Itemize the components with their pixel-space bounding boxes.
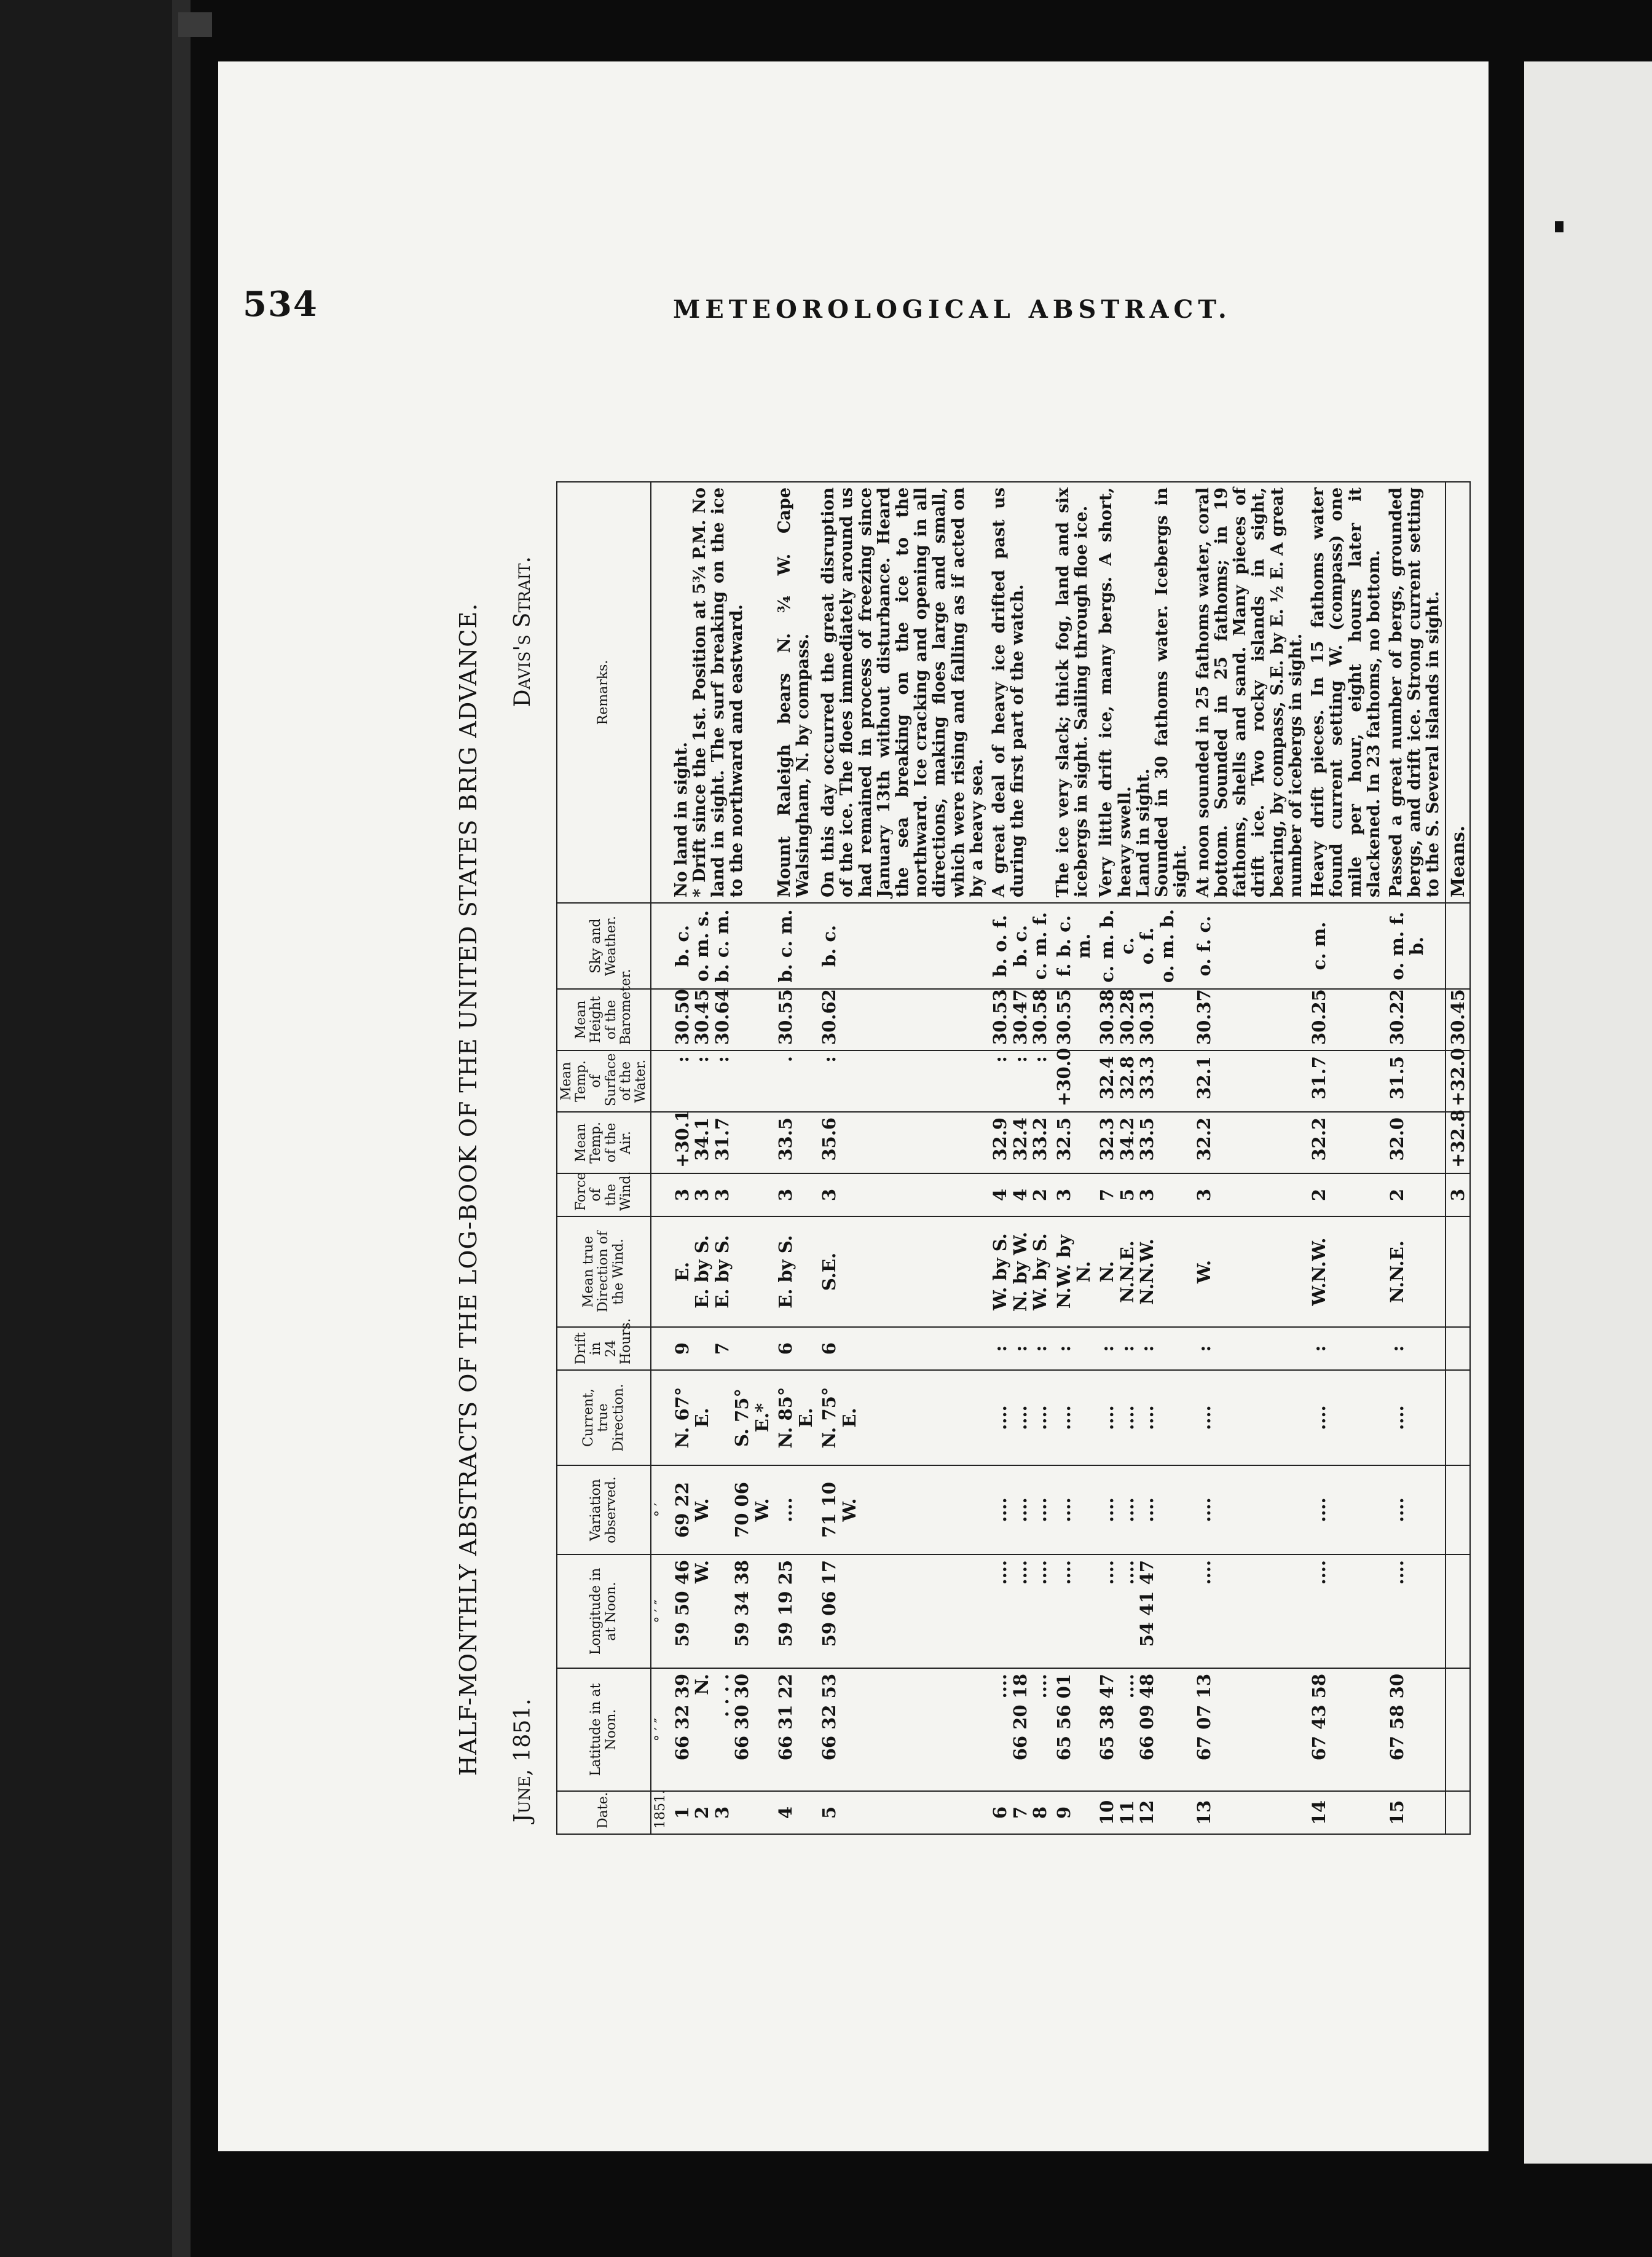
- latitude-cell: 65 56 01: [1052, 1668, 1096, 1791]
- latitude-cell: 67 07 13: [1192, 1668, 1307, 1791]
- sky-cell: o. f. c.: [1192, 903, 1307, 989]
- air-temp-cell: 32.3 34.2 33.5: [1095, 1112, 1192, 1173]
- remarks-cell: Mount Raleigh bears N. ¾ W. Cape Walsingham, N. by compass.: [774, 482, 817, 903]
- wind-force-cell: 3: [1192, 1173, 1307, 1216]
- drift-cell: :: [1385, 1327, 1446, 1370]
- units-row: [651, 482, 671, 1834]
- latitude-cell: 67 43 58: [1307, 1668, 1385, 1791]
- date-cell: 15: [1385, 1791, 1446, 1834]
- longitude-cell: ....: [1052, 1554, 1096, 1668]
- means-air-temp: +32.8: [1446, 1112, 1470, 1173]
- drift-cell: : : :: [1095, 1327, 1192, 1370]
- variation-cell: ....: [1385, 1465, 1446, 1554]
- table-row: [817, 482, 988, 1834]
- sky-cell: b. c. m.: [774, 903, 817, 989]
- remarks-cell: The ice very slack; thick fog, land and six icebergs in sight. Sailing through floe ice.: [1052, 482, 1096, 903]
- barometer-cell: 30.55: [774, 989, 817, 1050]
- longitude-cell: .... .... 54 41 47: [1095, 1554, 1192, 1668]
- barometer-cell: 30.22: [1385, 989, 1446, 1050]
- wind-force-cell: 3: [774, 1173, 817, 1216]
- current-cell: N. 67° E. S. 75° E.*: [671, 1370, 774, 1465]
- water-temp-cell: :: [817, 1050, 988, 1112]
- longitude-cell: ....: [1385, 1554, 1446, 1668]
- header-water-temp: Mean Temp. of Surface of the Water.: [557, 1050, 651, 1112]
- barometer-cell: 30.25: [1307, 989, 1385, 1050]
- air-temp-cell: 32.5: [1052, 1112, 1096, 1173]
- rotated-content: [455, 483, 1536, 1896]
- longitude-cell: 59 50 46 W. 59 34 38: [671, 1554, 774, 1668]
- date-cell: 6 7 8: [988, 1791, 1052, 1834]
- latitude-cell: 65 38 47 .... 66 09 48: [1095, 1668, 1192, 1791]
- means-water-temp: +32.0: [1446, 1050, 1470, 1112]
- wind-force-cell: 4 4 2: [988, 1173, 1052, 1216]
- latitude-cell: 66 32 39 N. . . . . 66 30 30: [671, 1668, 774, 1791]
- means-row: [1446, 482, 1470, 1834]
- drift-cell: 6: [774, 1327, 817, 1370]
- sky-cell: o. m. f. b.: [1385, 903, 1446, 989]
- variation-cell: ....: [774, 1465, 817, 1554]
- units-date: 1851.: [651, 1791, 671, 1834]
- table-row: [1192, 482, 1307, 1834]
- longitude-cell: ....: [1307, 1554, 1385, 1668]
- sky-cell: c. m. b. c. o. f. o. m. b.: [1095, 903, 1192, 989]
- wind-direction-cell: E. E. by S. E. by S.: [671, 1216, 774, 1327]
- month-label: June, 1851.: [510, 1698, 535, 1822]
- units-variation: ° ′: [651, 1465, 671, 1554]
- wind-direction-cell: W.: [1192, 1216, 1307, 1327]
- header-barometer: Mean Height of the Barometer.: [557, 989, 651, 1050]
- units-longitude: ° ′ ″: [651, 1554, 671, 1668]
- means-force: 3: [1446, 1173, 1470, 1216]
- variation-cell: .... .... ....: [988, 1465, 1052, 1554]
- latitude-cell: .... 66 20 18 ....: [988, 1668, 1052, 1791]
- means-label: Means.: [1446, 482, 1470, 903]
- date-cell: 1 2 3: [671, 1791, 774, 1834]
- sky-cell: f. b. c. m.: [1052, 903, 1096, 989]
- header-wind-force: Force of the Wind.: [557, 1173, 651, 1216]
- remarks-cell: At noon sounded in 25 fathoms water, coral bottom. Sounded in 25 fathoms; in 19 fathoms, shells and sand. Many pieces of drift ice. Two rocky islands in sight, bearing, by compass, S.E. by E. ½ E. A great number of icebergs in sight.: [1192, 482, 1307, 903]
- remarks-cell: No land in sight. * Drift since the 1st. Position at 5¾ P.M. No land in sight. The surf breaking on the ice to the northward and eastward.: [671, 482, 774, 903]
- date-cell: 10 11 12: [1095, 1791, 1192, 1834]
- wind-direction-cell: W. by S. N. by W. W. by S.: [988, 1216, 1052, 1327]
- latitude-cell: 66 31 22: [774, 1668, 817, 1791]
- table-row: [774, 482, 817, 1834]
- wind-force-cell: 2: [1385, 1173, 1446, 1216]
- header-wind-direction: Mean true Direction of the Wind.: [557, 1216, 651, 1327]
- air-temp-cell: 32.0: [1385, 1112, 1446, 1173]
- longitude-cell: .... .... ....: [988, 1554, 1052, 1668]
- barometer-cell: 30.50 30.45 30.64: [671, 989, 774, 1050]
- water-temp-cell: 31.7: [1307, 1050, 1385, 1112]
- remarks-cell: On this day occurred the great disruption of the ice. The floes immediately around us had remained in process of freezing since January 13th without disturbance. Heard the sea breaking on the ice to the northward. Ice cracking and opening in all directions, making floes large and small, which were rising and falling as if acted on by a heavy sea.: [817, 482, 988, 903]
- wind-direction-cell: W.N.W.: [1307, 1216, 1385, 1327]
- wind-direction-cell: N.W. by N.: [1052, 1216, 1096, 1327]
- current-cell: .... .... ....: [1095, 1370, 1192, 1465]
- latitude-cell: 66 32 53: [817, 1668, 988, 1791]
- barometer-cell: 30.37: [1192, 989, 1307, 1050]
- air-temp-cell: 32.2: [1307, 1112, 1385, 1173]
- variation-cell: ....: [1052, 1465, 1096, 1554]
- air-temp-cell: 33.5: [774, 1112, 817, 1173]
- table-header-row: [557, 482, 651, 1834]
- table-row: [1095, 482, 1192, 1834]
- remarks-cell: Very little drift ice, many bergs. A short, heavy swell. Land in sight. Sounded in 30 fathoms water. Icebergs in sight.: [1095, 482, 1192, 903]
- date-cell: 14: [1307, 1791, 1385, 1834]
- running-head: METEOROLOGICAL ABSTRACT.: [673, 295, 1232, 324]
- header-air-temp: Mean Temp. of the Air.: [557, 1112, 651, 1173]
- drift-cell: : : :: [988, 1327, 1052, 1370]
- table-row: [671, 482, 774, 1834]
- page-number: 534: [243, 284, 318, 325]
- header-latitude: Latitude in at Noon.: [557, 1668, 651, 1791]
- barometer-cell: 30.38 30.28 30.31: [1095, 989, 1192, 1050]
- water-temp-cell: : : :: [988, 1050, 1052, 1112]
- variation-cell: .... .... ....: [1095, 1465, 1192, 1554]
- table-row: [1052, 482, 1096, 1834]
- drift-cell: 9 7: [671, 1327, 774, 1370]
- header-longitude: Longitude in at Noon.: [557, 1554, 651, 1668]
- date-cell: 5: [817, 1791, 988, 1834]
- wind-force-cell: 3 3 3: [671, 1173, 774, 1216]
- sky-cell: b. o. f. b. c. c. m. f.: [988, 903, 1052, 989]
- longitude-cell: ....: [1192, 1554, 1307, 1668]
- header-remarks: Remarks.: [557, 482, 651, 903]
- header-current: Current, true Direction.: [557, 1370, 651, 1465]
- variation-cell: ....: [1192, 1465, 1307, 1554]
- current-cell: ....: [1385, 1370, 1446, 1465]
- sky-cell: b. c. o. m. s. b. c. m.: [671, 903, 774, 989]
- header-date: Date.: [557, 1791, 651, 1834]
- page-header: [243, 284, 1232, 339]
- wind-force-cell: 3: [1052, 1173, 1096, 1216]
- current-cell: .... .... ....: [988, 1370, 1052, 1465]
- abstract-title: HALF-MONTHLY ABSTRACTS OF THE LOG-BOOK OF THE UNITED STATES BRIG ADVANCE.: [455, 602, 482, 1776]
- air-temp-cell: +30.1 34.1 31.7: [671, 1112, 774, 1173]
- units-latitude: ° ′ ″: [651, 1668, 671, 1791]
- current-cell: ....: [1192, 1370, 1307, 1465]
- water-temp-cell: : : :: [671, 1050, 774, 1112]
- remarks-cell: A great deal of heavy ice drifted past us during the first part of the watch.: [988, 482, 1052, 903]
- barometer-cell: 30.53 30.47 30.58: [988, 989, 1052, 1050]
- drift-cell: :: [1307, 1327, 1385, 1370]
- header-variation: Variation observed.: [557, 1465, 651, 1554]
- header-drift: Drift in 24 Hours.: [557, 1327, 651, 1370]
- wind-force-cell: 7 5 3: [1095, 1173, 1192, 1216]
- water-temp-cell: 31.5: [1385, 1050, 1446, 1112]
- air-temp-cell: 32.2: [1192, 1112, 1307, 1173]
- longitude-cell: 59 06 17: [817, 1554, 988, 1668]
- water-temp-cell: 32.4 32.8 33.3: [1095, 1050, 1192, 1112]
- barometer-cell: 30.62: [817, 989, 988, 1050]
- wind-direction-cell: E. by S.: [774, 1216, 817, 1327]
- wind-direction-cell: N. N.N.E. N.N.W.: [1095, 1216, 1192, 1327]
- wind-direction-cell: N.N.E.: [1385, 1216, 1446, 1327]
- variation-cell: ....: [1307, 1465, 1385, 1554]
- current-cell: N. 75° E.: [817, 1370, 988, 1465]
- date-cell: 4: [774, 1791, 817, 1834]
- water-temp-cell: .: [774, 1050, 817, 1112]
- variation-cell: 71 10 W.: [817, 1465, 988, 1554]
- remarks-cell: Passed a great number of bergs, grounded bergs, and drift ice. Strong current setting to the S. Several islands in sight.: [1385, 482, 1446, 903]
- table-row: [1385, 482, 1446, 1834]
- remarks-cell: Heavy drift pieces. In 15 fathoms water found current setting W. (compass) one mile per hour, eight hours later it slackened. In 23 fathoms, no bottom.: [1307, 482, 1385, 903]
- wind-force-cell: 3: [817, 1173, 988, 1216]
- air-temp-cell: 32.9 32.4 33.2: [988, 1112, 1052, 1173]
- wind-force-cell: 2: [1307, 1173, 1385, 1216]
- water-temp-cell: +30.0: [1052, 1050, 1096, 1112]
- current-cell: N. 85° E.: [774, 1370, 817, 1465]
- longitude-cell: 59 19 25: [774, 1554, 817, 1668]
- wind-direction-cell: S.E.: [817, 1216, 988, 1327]
- date-cell: 13: [1192, 1791, 1307, 1834]
- drift-cell: :: [1192, 1327, 1307, 1370]
- means-barometer: 30.45: [1446, 989, 1470, 1050]
- region-label: Davis's Strait.: [510, 556, 535, 707]
- variation-cell: 69 22 W. 70 06 W.: [671, 1465, 774, 1554]
- date-cell: 9: [1052, 1791, 1096, 1834]
- latitude-cell: 67 58 30: [1385, 1668, 1446, 1791]
- drift-cell: :: [1052, 1327, 1096, 1370]
- current-cell: ....: [1052, 1370, 1096, 1465]
- water-temp-cell: 32.1: [1192, 1050, 1307, 1112]
- sky-cell: c. m.: [1307, 903, 1385, 989]
- barometer-cell: 30.55: [1052, 989, 1096, 1050]
- table-row: [988, 482, 1052, 1834]
- air-temp-cell: 35.6: [817, 1112, 988, 1173]
- log-abstract-table: [556, 481, 1471, 1835]
- header-sky: Sky and Weather.: [557, 903, 651, 989]
- drift-cell: 6: [817, 1327, 988, 1370]
- sky-cell: b. c.: [817, 903, 988, 989]
- current-cell: ....: [1307, 1370, 1385, 1465]
- table-row: [1307, 482, 1385, 1834]
